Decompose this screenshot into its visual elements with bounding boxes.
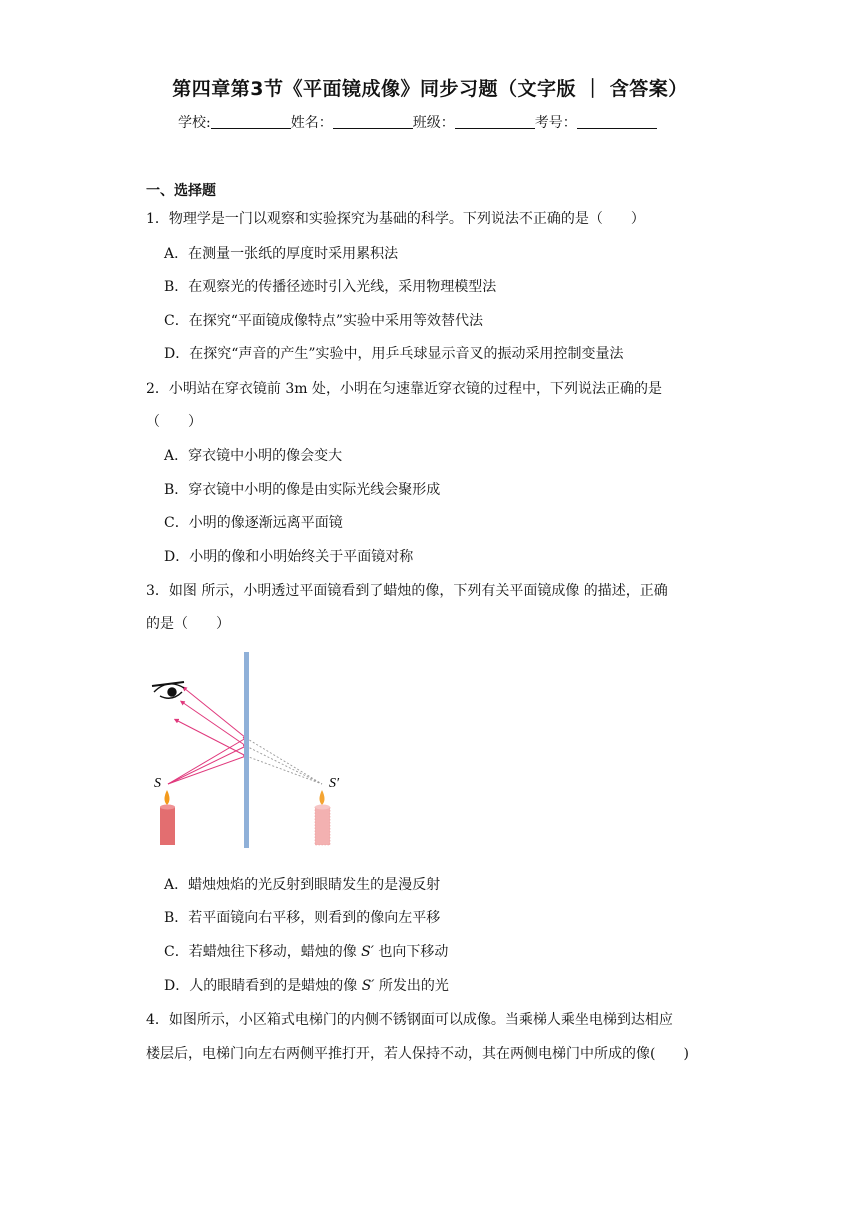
option-c-text-post: 也向下移动 [373, 944, 449, 960]
option-d-text-pre: D．人的眼睛看到的是蜡烛的像 [164, 978, 362, 994]
plane-mirror [244, 652, 249, 848]
section-title: 一、选择题 [146, 183, 216, 199]
question-1-option-c[interactable]: C．在探究“平面镜成像特点”实验中采用等效替代法 [164, 313, 484, 329]
class-label: 班级： [412, 115, 455, 131]
question-2-option-b[interactable]: B．穿衣镜中小明的像是由实际光线会聚形成 [164, 482, 441, 498]
question-2-option-d[interactable]: D．小明的像和小明始终关于平面镜对称 [164, 549, 414, 565]
candle-image [315, 790, 330, 845]
question-3-stem-line-2: 的是（ ） [146, 616, 230, 632]
candle [160, 790, 175, 845]
option-d-symbol: S′ [361, 978, 375, 994]
school-label: 学校: [178, 115, 211, 131]
question-1-stem: 1．物理学是一门以观察和实验探究为基础的科学。下列说法不正确的是（ ） [146, 211, 645, 227]
question-1-option-d[interactable]: D．在探究“声音的产生”实验中，用乒乓球显示音叉的振动采用控制变量法 [164, 346, 624, 362]
option-c-text-pre: C．若蜡烛往下移动，蜡烛的像 [164, 944, 362, 960]
image-label: S′ [329, 776, 340, 791]
question-2-stem-line-1: 2．小明站在穿衣镜前 3m 处，小明在匀速靠近穿衣镜的过程中，下列说法正确的是 [146, 381, 662, 397]
option-d-text-post: 所发出的光 [374, 978, 449, 994]
question-4-stem-line-1: 4．如图所示，小区箱式电梯门的内侧不锈钢面可以成像。当乘梯人乘坐电梯到达相应 [146, 1012, 673, 1028]
reflected-rays [176, 688, 246, 756]
question-3-option-b[interactable]: B．若平面镜向右平移，则看到的像向左平移 [164, 910, 441, 926]
student-info-line [178, 112, 657, 132]
school-blank[interactable] [211, 114, 291, 129]
question-1-option-a[interactable]: A．在测量一张纸的厚度时采用累积法 [164, 246, 399, 262]
class-blank[interactable] [455, 114, 535, 129]
incident-rays [168, 738, 246, 784]
mirror-reflection-figure [146, 650, 356, 850]
name-label: 姓名： [290, 115, 333, 131]
question-3-stem-line-1: 3．如图 所示，小明透过平面镜看到了蜡烛的像，下列有关平面镜成像 的描述，正确 [146, 583, 668, 599]
question-3-option-d[interactable] [164, 975, 449, 995]
question-1-option-b[interactable]: B．在观察光的传播径迹时引入光线，采用物理模型法 [164, 279, 497, 295]
eye-icon [152, 682, 184, 698]
question-4-stem-line-2: 楼层后，电梯门向左右两侧平推打开，若人保持不动，其在两侧电梯门中所成的像( ) [146, 1046, 689, 1062]
object-label: S [154, 776, 161, 791]
question-2-option-c[interactable]: C．小明的像逐渐远离平面镜 [164, 515, 343, 531]
question-3-option-c[interactable] [164, 941, 448, 961]
exam-no-label: 考号： [534, 115, 577, 131]
question-2-stem-line-2: （ ） [146, 414, 202, 430]
exam-no-blank[interactable] [577, 114, 657, 129]
page-title: 第四章第3节《平面镜成像》同步习题（文字版 ｜ 含答案） [172, 78, 688, 100]
option-c-symbol: S′ [361, 944, 374, 960]
virtual-ray-lines [246, 738, 322, 784]
question-3-option-a[interactable]: A．蜡烛烛焰的光反射到眼睛发生的是漫反射 [164, 877, 441, 893]
question-2-option-a[interactable]: A．穿衣镜中小明的像会变大 [164, 448, 343, 464]
name-blank[interactable] [333, 114, 413, 129]
